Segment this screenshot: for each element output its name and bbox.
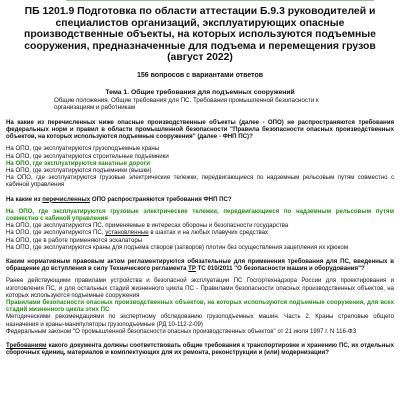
- q1-answer-4: На ОПО, где эксплуатируются подъемники (вышки): [6, 167, 152, 174]
- q2-answer-3: На ОПО, где в работе применяются эскалаторы: [6, 236, 143, 244]
- q3-text-before: Каким нормативным правовым актом регламентируются обязательные для применения требования для ПС, введенных в обращение до вступления в силу Технического регламента: [6, 258, 394, 273]
- q2-answer-correct: На ОПО, где эксплуатируются грузовые электрические тележки, передвигающиеся по надземным рельсовым путям совместно с кабиной управления: [6, 207, 394, 223]
- q3-answer-1: Ранее действующими правилами устройства и безопасной эксплуатации ПС Госгортехнадзора России для проектирования и изготовления ПС, и для остальных стадий жизненного цикла ПС - Правилами безопасности опасных производственных объектов, на которых используются подъемные сооружения: [6, 277, 394, 299]
- q4-underlined: Требованиям: [6, 342, 47, 350]
- theme-subtitle-line-2: организациям и работникам: [54, 104, 136, 112]
- question-1: На какие из перечисленных ниже опасные производственные объекты (далее - ОПО) не распространяются требования федеральных норм и правил в области промышленной безопасности "Правила безопасности опасных производственных объектов, на которых используются подъемные сооружения" (далее - ФНП ПС)?: [6, 118, 394, 141]
- title-line-5: (август 2022): [167, 52, 233, 64]
- question-2: [6, 196, 394, 203]
- title-line-2: специалистов организаций, эксплуатирующих опасные: [55, 17, 345, 29]
- question-3: [6, 258, 394, 272]
- q1-answer-5: На ОПО, где эксплуатируются грузовые электрические тележки, передвигающиеся по надземным рельсовым путям совместно с кабиной управления: [6, 174, 394, 189]
- q2-underlined-word: установленные: [105, 229, 149, 237]
- q1-answer-1: На ОПО, где эксплуатируются грузоподъемные краны: [6, 145, 160, 153]
- q3-answer-3: Методическими рекомендациями по экспертному обследованию грузоподъемных машин. Часть 2. Краны стреловые общего назначения и краны-манипуляторы грузоподъемные (РД 10-112-2-09): [6, 313, 394, 328]
- q1-answer-correct: На ОПО, где эксплуатируются канатные дороги: [6, 159, 151, 167]
- q3-text-after: ТС 010/2011 "О безопасности машин и оборудования"?: [197, 265, 365, 273]
- theme-title: Тема 1. Общие требования для подъемных сооружений: [105, 88, 295, 96]
- q2-answer-4: На ОПО, где эксплуатируются краны для подъема створов (затворов) плотин без осуществления зацепления их крюком: [6, 243, 348, 251]
- q3-answer-4: Федеральным законом "О промышленной безопасности опасных производственных объектов" от 21 июля 1997 г. N 116-ФЗ: [6, 327, 357, 335]
- top-cropped-line: [66, 0, 374, 5]
- q4-text: какого документа должны соответствовать общие требования к транспортировке и хранению ПС, их отдельных сборочных единиц, материалов и комплектующих для их ремонта, реконструкции и (или) модернизации?: [6, 342, 394, 357]
- theme-subtitle-line-1: Общие положения. Общие требования для ПС. Требования промышленной безопасности к: [54, 96, 319, 104]
- document-title: [6, 6, 394, 64]
- q2-suffix: ОПО распространяются требования ФНП ПС?: [91, 195, 232, 203]
- theme-subtitle: [54, 97, 394, 112]
- q2-answer-2: На ОПО, где эксплуатируются ПС, установленные в шахтах и на любых плавучих средствах: [6, 229, 269, 237]
- q3-text-underlined: ТР: [188, 265, 196, 273]
- title-line-3: производственные объекты, на которых используются подъемные: [24, 29, 376, 41]
- q2-underlined: перечисленных: [42, 195, 91, 203]
- title-line-1: ПБ 1201.9 Подготовка по области аттестации Б.9.3 руководителей и: [24, 6, 376, 17]
- q1-answer-2: На ОПО, где эксплуатируются строительные подъемники: [6, 152, 169, 160]
- question-count: 156 вопросов с вариантами ответов: [136, 71, 264, 79]
- q2-prefix: На какие из: [6, 195, 41, 203]
- q2-answer-1: На ОПО, где эксплуатируются ПС, применяемые в интересах обороны и безопасности государства: [6, 222, 289, 230]
- question-4: [6, 342, 394, 356]
- q3-answer-correct: Правилами безопасности опасных производственных объектов, на которых используются подъемные сооружения, для всех стадий жизненного цикла этих ПС: [6, 299, 394, 314]
- title-line-4: сооружения, предназначенные для подъема и перемещения грузов: [24, 40, 376, 52]
